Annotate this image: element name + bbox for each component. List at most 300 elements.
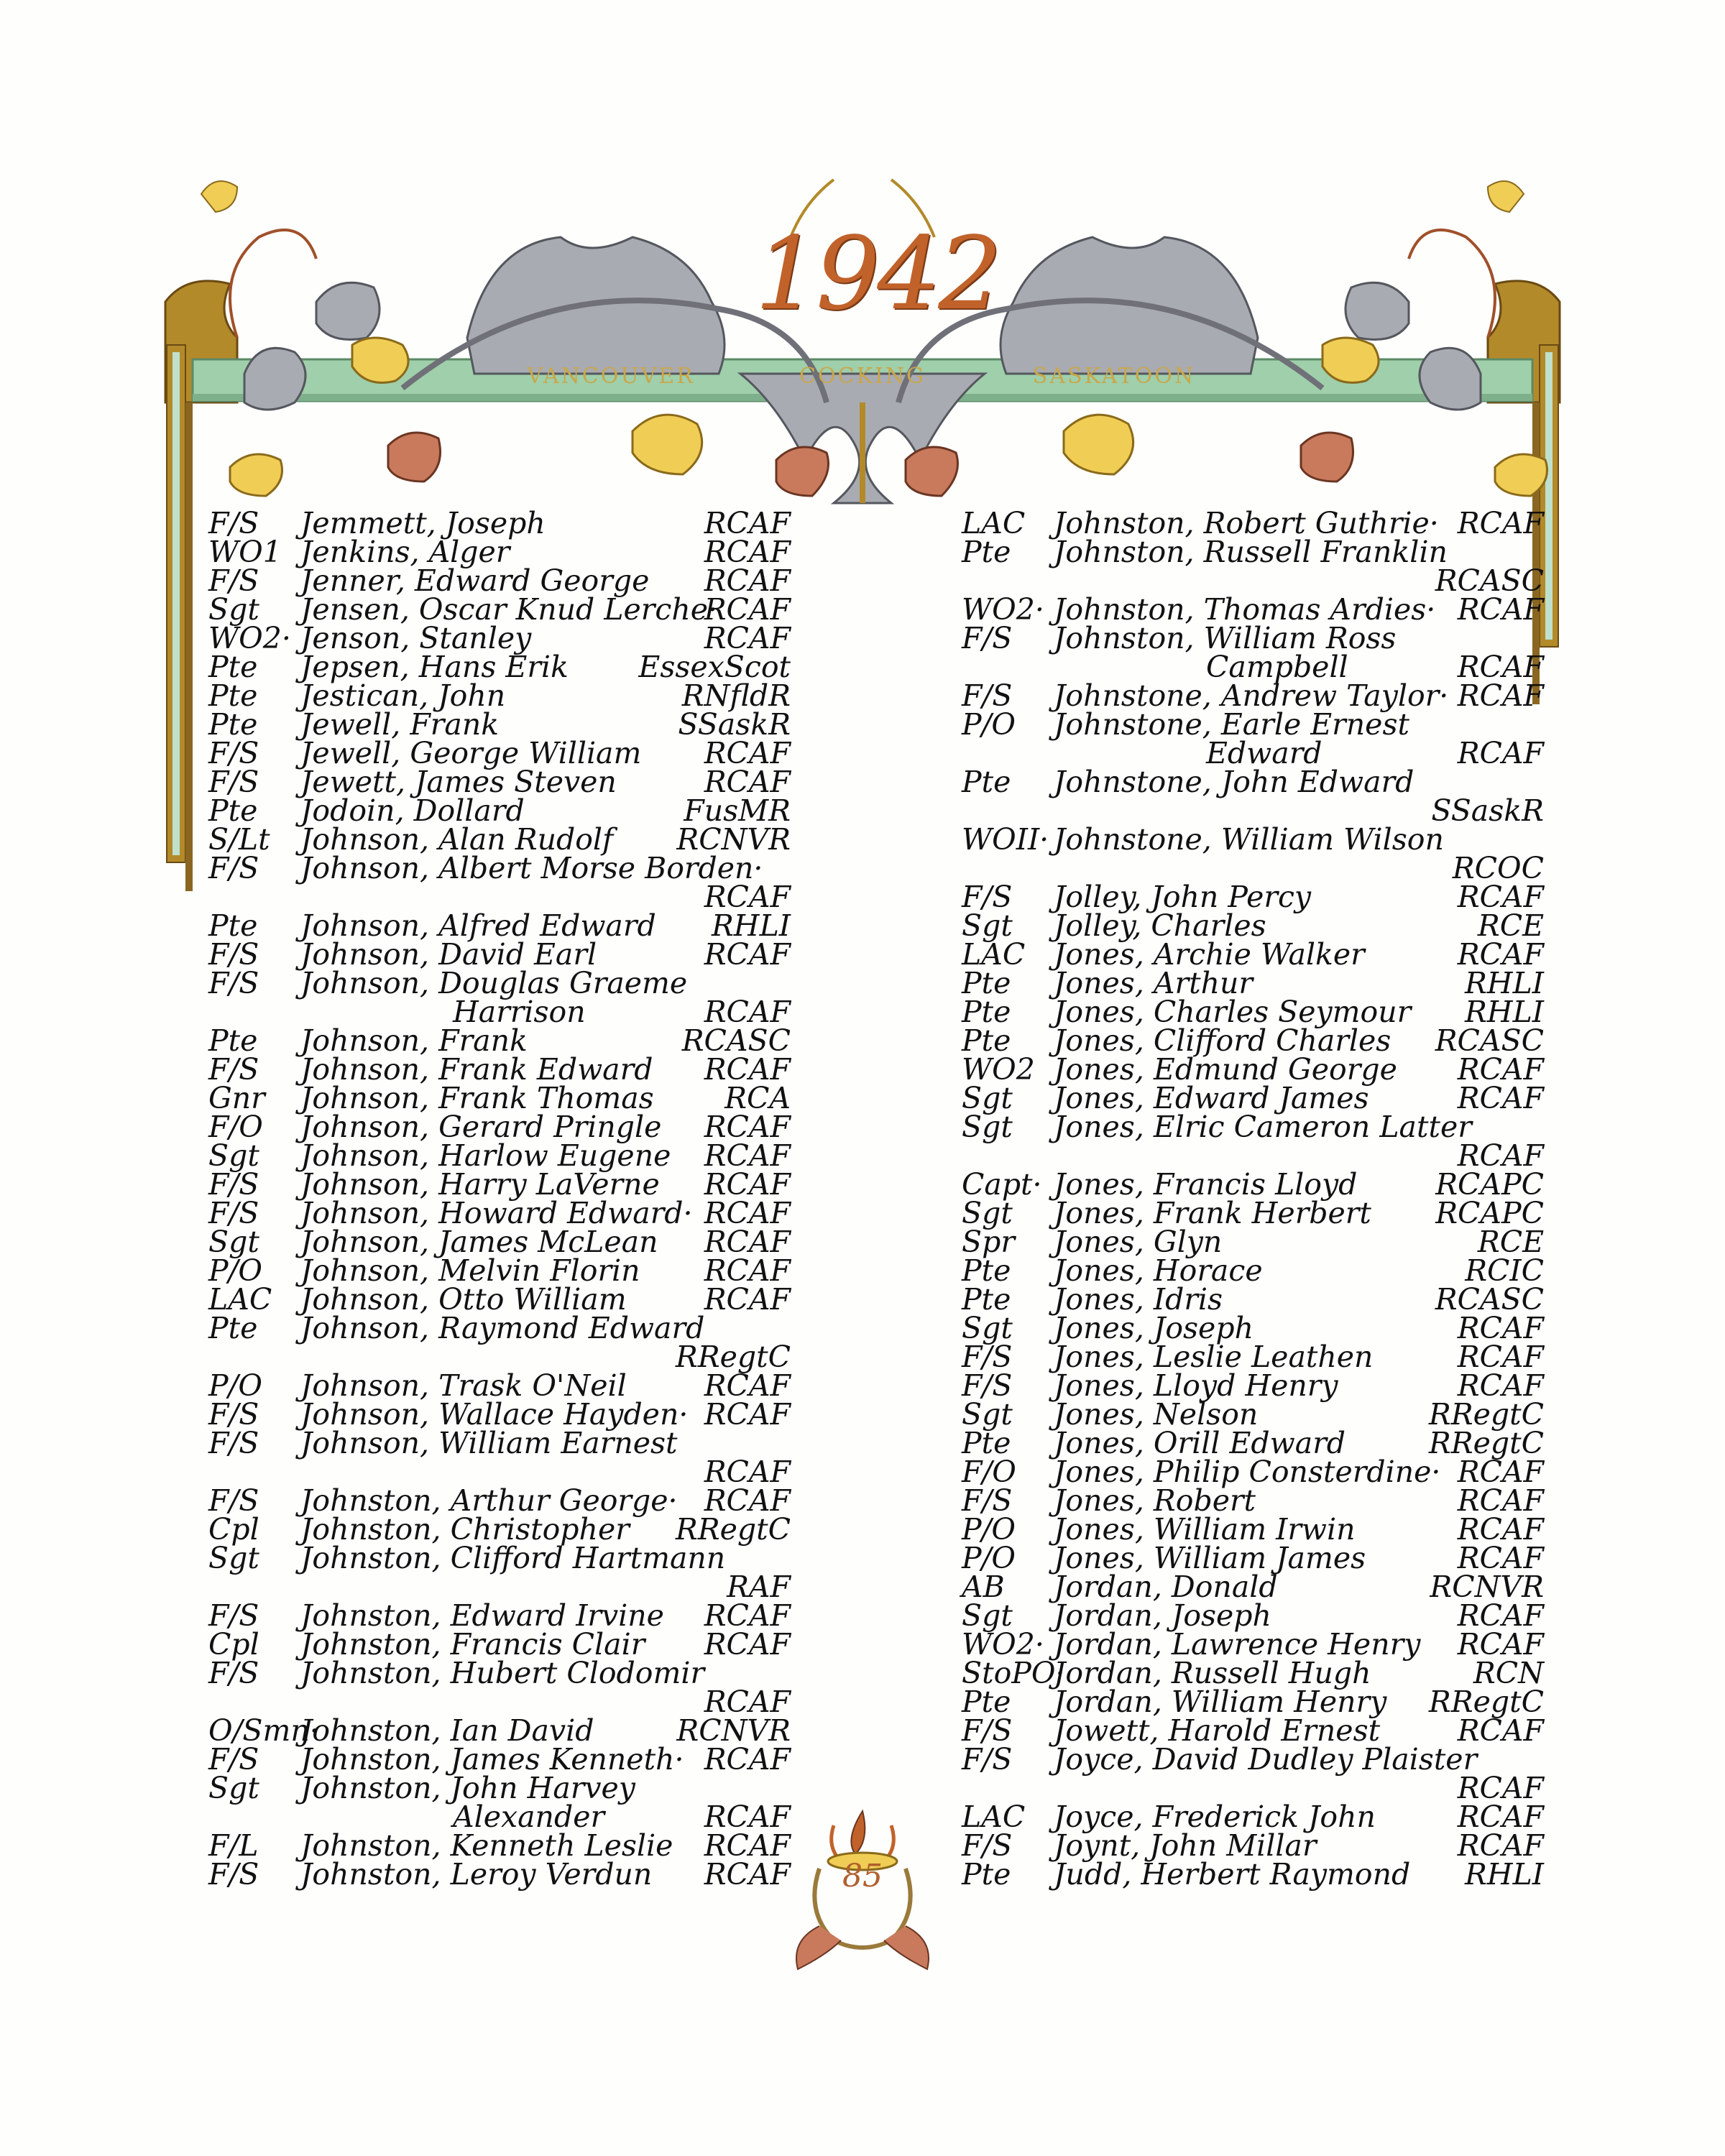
entry-name: Johnson, Wallace Hayden·: [300, 1397, 689, 1432]
entry-name: Jenkins, Alger: [300, 535, 510, 569]
entry-rank: F/S: [208, 1397, 259, 1432]
entry-rank: Pte: [962, 1426, 1011, 1460]
entry-name: Jensen, Oscar Knud Lerche·: [300, 592, 718, 627]
entry-rank: WO2·: [208, 621, 291, 655]
roll-entry: [962, 1512, 1544, 1547]
entry-rank: Pte: [962, 1282, 1011, 1317]
entry-rank: Pte: [208, 678, 258, 713]
entry-rank: Sgt: [962, 1196, 1013, 1230]
roll-entry: [962, 995, 1544, 1029]
entry-rank: F/S: [208, 937, 259, 972]
banner-label-center: COCKING: [799, 364, 926, 389]
entry-name-continuation: Edward: [1206, 736, 1322, 770]
entry-rank: Pte: [208, 1311, 258, 1345]
entry-rank: Pte: [208, 707, 258, 742]
roll-entry: [208, 1110, 791, 1144]
entry-name: Jordan, William Henry: [1054, 1685, 1387, 1719]
entry-rank: Sgt: [208, 592, 259, 627]
roll-entry: [208, 937, 791, 972]
entry-name: Johnston, John Harvey: [300, 1771, 635, 1805]
entry-unit: RCAF: [704, 937, 791, 972]
entry-name: Johnston, Ian David: [300, 1713, 594, 1748]
roll-entry: [208, 621, 791, 655]
entry-name: Johnson, Raymond Edward: [300, 1311, 705, 1345]
entry-unit: RCASC: [1435, 563, 1544, 598]
entry-name: Jones, Clifford Charles: [1054, 1023, 1392, 1058]
entry-rank: F/S: [208, 1483, 259, 1518]
entry-unit: RCAF: [1457, 1598, 1544, 1633]
roll-entry: [962, 621, 1544, 684]
entry-name: Jones, Edmund George: [1054, 1052, 1397, 1087]
roll-entry: [962, 822, 1544, 885]
entry-name: Johnston, Russell Franklin: [1054, 535, 1448, 569]
entry-name: Johnstone, Earle Ernest: [1054, 707, 1409, 742]
entry-name: Jolley, John Percy: [1054, 880, 1312, 914]
entry-name: Jones, Edward James: [1054, 1081, 1369, 1115]
roll-entry: [208, 1656, 791, 1719]
entry-rank: Sgt: [962, 1598, 1013, 1633]
entry-name: Joynt, John Millar: [1054, 1828, 1317, 1863]
roll-entry: [962, 592, 1544, 627]
roll-entry: [208, 1397, 791, 1432]
entry-unit: RCAF: [704, 592, 791, 627]
entry-unit: RCAF: [1457, 1052, 1544, 1087]
entry-unit: RCOC: [1452, 851, 1544, 885]
roll-entry: [962, 1426, 1544, 1460]
entry-name: Jewett, James Steven: [300, 765, 617, 799]
entry-unit: RCAF: [1457, 736, 1544, 770]
entry-unit: RCAF: [1457, 937, 1544, 972]
entry-rank: Sgt: [208, 1541, 259, 1575]
entry-unit: RCAF: [1457, 1081, 1544, 1115]
roll-entry: [208, 908, 791, 943]
entry-unit: RHLI: [1464, 995, 1544, 1029]
entry-rank: AB: [962, 1570, 1005, 1604]
roll-entry: [962, 1713, 1544, 1748]
entry-rank: WO1: [208, 535, 282, 569]
entry-unit: RRegtC: [1428, 1397, 1544, 1432]
entry-unit: RCAPC: [1435, 1167, 1544, 1202]
entry-unit: RCAF: [704, 1225, 791, 1259]
entry-unit: RCN: [1473, 1656, 1544, 1690]
roll-entry: [208, 1052, 791, 1087]
entry-unit: RCASC: [681, 1023, 791, 1058]
entry-unit: RCAF: [704, 1857, 791, 1892]
entry-unit: RCAF: [704, 563, 791, 598]
entry-unit: RCAF: [1457, 1483, 1544, 1518]
entry-name: Johnston, Clifford Hartmann: [300, 1541, 726, 1575]
roll-entry: [208, 650, 791, 684]
entry-rank: F/S: [208, 1196, 259, 1230]
entry-unit: RCAF: [704, 1455, 791, 1489]
entry-name: Johnston, Leroy Verdun: [300, 1857, 653, 1892]
entry-name: Jones, Idris: [1054, 1282, 1223, 1317]
roll-entry: [962, 765, 1544, 828]
entry-unit: RCE: [1477, 908, 1544, 943]
entry-rank: F/S: [208, 966, 259, 1000]
entry-rank: Sgt: [208, 1138, 259, 1173]
entry-name: Joyce, Frederick John: [1054, 1800, 1376, 1834]
entry-rank: F/S: [962, 1742, 1013, 1777]
entry-name-continuation: Alexander: [453, 1800, 605, 1834]
entry-rank: F/S: [208, 765, 259, 799]
entry-name: Jones, Robert: [1054, 1483, 1256, 1518]
entry-unit: RHLI: [711, 908, 791, 943]
entry-rank: P/O: [962, 1541, 1016, 1575]
entry-rank: F/S: [962, 621, 1013, 655]
entry-name: Johnston, Francis Clair: [300, 1627, 645, 1662]
entry-name: Jolley, Charles: [1054, 908, 1266, 943]
entry-unit: RCAF: [704, 1368, 791, 1403]
roll-entry: [208, 1426, 791, 1489]
entry-rank: Pte: [962, 995, 1011, 1029]
entry-name: Johnson, Alan Rudolf: [300, 822, 614, 857]
roll-entry: [208, 1253, 791, 1288]
entry-unit: RCAF: [704, 1052, 791, 1087]
names-column-left: [208, 506, 791, 1892]
entry-unit: RCAF: [704, 995, 791, 1029]
entry-rank: F/S: [208, 1857, 259, 1892]
entry-name: Johnson, Frank Thomas: [300, 1081, 654, 1115]
roll-entry: [962, 908, 1544, 943]
roll-entry: [208, 1627, 791, 1662]
entry-unit: RCIC: [1465, 1253, 1544, 1288]
roll-entry: [208, 822, 791, 857]
entry-rank: Pte: [208, 650, 258, 684]
entry-rank: F/S: [962, 1340, 1013, 1374]
roll-entry: [208, 506, 791, 540]
entry-name: Johnson, Alfred Edward: [300, 908, 656, 943]
entry-name: Joyce, David Dudley Plaister: [1054, 1742, 1478, 1777]
entry-rank: F/S: [962, 880, 1013, 914]
roll-entry: [208, 736, 791, 770]
roll-entry: [962, 1800, 1544, 1834]
entry-name: Jewell, George William: [300, 736, 642, 770]
entry-name: Jepsen, Hans Erik: [300, 650, 569, 684]
entry-name-continuation: Harrison: [453, 995, 586, 1029]
roll-entry: [962, 1340, 1544, 1374]
roll-entry: [208, 678, 791, 713]
entry-name: Johnson, James McLean: [300, 1225, 658, 1259]
entry-unit: RCAF: [704, 506, 791, 540]
entry-name: Jones, Glyn: [1054, 1225, 1223, 1259]
entry-unit: RCAF: [1457, 1512, 1544, 1547]
roll-entry: [962, 1253, 1544, 1288]
entry-rank: Pte: [208, 793, 258, 828]
entry-unit: RCAF: [1457, 1541, 1544, 1575]
roll-entry: [208, 966, 791, 1029]
entry-name: Jones, Elric Cameron Latter: [1054, 1110, 1472, 1144]
entry-unit: RCNVR: [676, 1713, 791, 1748]
entry-unit: RCAF: [704, 1828, 791, 1863]
entry-rank: P/O: [208, 1368, 263, 1403]
entry-rank: LAC: [962, 506, 1026, 540]
entry-rank: WO2·: [962, 1627, 1044, 1662]
roll-entry: [208, 1311, 791, 1374]
entry-name: Johnson, Trask O'Neil: [300, 1368, 627, 1403]
entry-unit: RCAF: [704, 1110, 791, 1144]
entry-name: Johnston, Hubert Clodomir: [300, 1656, 705, 1690]
entry-name: Johnston, James Kenneth·: [300, 1742, 684, 1777]
entry-rank: Sgt: [962, 1081, 1013, 1115]
entry-unit: RHLI: [1464, 966, 1544, 1000]
entry-rank: Sgt: [208, 1771, 259, 1805]
roll-entry: [962, 1397, 1544, 1432]
entry-rank: Cpl: [208, 1627, 259, 1662]
entry-unit: RCAF: [1457, 880, 1544, 914]
roll-entry: [208, 1196, 791, 1230]
entry-name: Judd, Herbert Raymond: [1054, 1857, 1411, 1892]
entry-name: Johnson, Melvin Florin: [300, 1253, 640, 1288]
entry-rank: Pte: [962, 535, 1011, 569]
roll-entry: [962, 707, 1544, 770]
entry-unit: EssexScot: [638, 650, 791, 684]
entry-unit: RCAF: [704, 1800, 791, 1834]
entry-name: Jones, Frank Herbert: [1054, 1196, 1371, 1230]
roll-entry: [962, 937, 1544, 972]
entry-unit: RCAF: [704, 1253, 791, 1288]
roll-entry: [962, 1052, 1544, 1087]
entry-name: Jordan, Russell Hugh: [1054, 1656, 1371, 1690]
entry-unit: RCAF: [704, 1742, 791, 1777]
entry-rank: F/O: [962, 1455, 1016, 1489]
entry-unit: RCAF: [1457, 678, 1544, 713]
entry-name: Johnson, Frank Edward: [300, 1052, 653, 1087]
entry-unit: RCAF: [704, 1138, 791, 1173]
entry-name: Johnson, David Earl: [300, 937, 597, 972]
entry-rank: Sgt: [962, 1311, 1013, 1345]
entry-unit: RRegtC: [675, 1512, 791, 1547]
entry-unit: SSaskR: [678, 707, 791, 742]
roll-entry: [962, 1225, 1544, 1259]
entry-rank: Pte: [962, 1023, 1011, 1058]
entry-name: Jestican, John: [300, 678, 506, 713]
entry-unit: RCAF: [704, 621, 791, 655]
roll-entry: [208, 793, 791, 828]
roll-entry: [962, 1598, 1544, 1633]
entry-name: Johnson, Frank: [300, 1023, 528, 1058]
entry-unit: RCAF: [704, 1196, 791, 1230]
entry-rank: F/S: [208, 736, 259, 770]
roll-entry: [208, 851, 791, 914]
entry-rank: Pte: [962, 765, 1011, 799]
entry-rank: F/S: [962, 1828, 1013, 1863]
entry-name: Johnstone, John Edward: [1054, 765, 1414, 799]
entry-unit: RCAF: [704, 1598, 791, 1633]
entry-name: Jenson, Stanley: [300, 621, 532, 655]
roll-entry: [962, 1282, 1544, 1317]
names-column-right: [962, 506, 1544, 1892]
entry-rank: Pte: [962, 1857, 1011, 1892]
entry-unit: RCAF: [1457, 1340, 1544, 1374]
roll-entry: [208, 1138, 791, 1173]
entry-name: Jones, Joseph: [1054, 1311, 1254, 1345]
roll-entry: [962, 1368, 1544, 1403]
entry-unit: RCAF: [704, 765, 791, 799]
entry-rank: WO2·: [962, 592, 1044, 627]
entry-unit: RCAF: [1457, 650, 1544, 684]
entry-unit: RCASC: [1435, 1282, 1544, 1317]
entry-rank: WOII·: [962, 822, 1049, 857]
entry-rank: LAC: [962, 937, 1026, 972]
entry-rank: F/S: [208, 1426, 259, 1460]
entry-unit: RCNVR: [676, 822, 791, 857]
entry-rank: S/Lt: [208, 822, 270, 857]
entry-name: Johnson, Howard Edward·: [300, 1196, 693, 1230]
roll-entry: [208, 707, 791, 742]
roll-entry: [208, 1598, 791, 1633]
entry-name: Johnson, Albert Morse Borden·: [300, 851, 763, 885]
entry-name: Johnstone, Andrew Taylor·: [1054, 678, 1449, 713]
entry-unit: RCAPC: [1435, 1196, 1544, 1230]
roll-entry: [208, 1512, 791, 1547]
entry-rank: P/O: [962, 1512, 1016, 1547]
roll-entry: [962, 1857, 1544, 1892]
entry-rank: StoPO·: [962, 1656, 1065, 1690]
roll-entry: [208, 1857, 791, 1892]
entry-unit: RCAF: [704, 1167, 791, 1202]
entry-rank: P/O: [962, 707, 1016, 742]
roll-entry: [208, 1541, 791, 1604]
entry-unit: RHLI: [1464, 1857, 1544, 1892]
entry-unit: RNfldR: [681, 678, 791, 713]
entry-unit: RCAF: [1457, 1627, 1544, 1662]
roll-entry: [208, 1713, 791, 1748]
entry-rank: F/S: [208, 1742, 259, 1777]
entry-name: Jones, Charles Seymour: [1054, 995, 1412, 1029]
entry-name: Jones, Arthur: [1054, 966, 1253, 1000]
entry-unit: RCAF: [704, 1627, 791, 1662]
entry-name: Jemmett, Joseph: [300, 506, 546, 540]
entry-unit: SSaskR: [1431, 793, 1544, 828]
entry-unit: FusMR: [684, 793, 791, 828]
entry-unit: RCNVR: [1430, 1570, 1544, 1604]
entry-rank: Cpl: [208, 1512, 259, 1547]
roll-entry: [962, 1627, 1544, 1662]
entry-rank: F/S: [962, 1368, 1013, 1403]
entry-rank: O/Smn·: [208, 1713, 319, 1748]
entry-name: Johnson, Harlow Eugene: [300, 1138, 671, 1173]
entry-name: Johnston, Robert Guthrie·: [1054, 506, 1439, 540]
roll-entry: [962, 1110, 1544, 1173]
entry-unit: RCAF: [1457, 1455, 1544, 1489]
entry-name: Jones, Archie Walker: [1054, 937, 1365, 972]
entry-unit: RCAF: [704, 1483, 791, 1518]
roll-entry: [962, 1483, 1544, 1518]
entry-name: Jordan, Donald: [1054, 1570, 1278, 1604]
entry-unit: RCAF: [1457, 1771, 1544, 1805]
entry-rank: Spr: [962, 1225, 1015, 1259]
banner-label-left: VANCOUVER: [527, 364, 695, 389]
year-heading: 1942: [755, 216, 1000, 333]
roll-entry: [208, 1225, 791, 1259]
roll-entry: [208, 1771, 791, 1834]
entry-unit: RCAF: [704, 1397, 791, 1432]
entry-name: Johnston, Arthur George·: [300, 1483, 678, 1518]
entry-name: Jordan, Lawrence Henry: [1054, 1627, 1421, 1662]
entry-rank: LAC: [208, 1282, 272, 1317]
roll-entry: [962, 1541, 1544, 1575]
entry-rank: F/S: [208, 851, 259, 885]
roll-entry: [962, 1081, 1544, 1115]
entry-unit: RCAF: [704, 1685, 791, 1719]
entry-rank: F/O: [208, 1110, 263, 1144]
roll-entry: [208, 1483, 791, 1518]
entry-unit: RCAF: [1457, 1713, 1544, 1748]
roll-entry: [962, 535, 1544, 598]
roll-entry: [208, 1742, 791, 1777]
roll-entry: [208, 1023, 791, 1058]
roll-entry: [208, 765, 791, 799]
entry-name: Jones, Leslie Leathen: [1054, 1340, 1374, 1374]
roll-entry: [208, 535, 791, 569]
entry-name: Johnson, Otto William: [300, 1282, 627, 1317]
roll-entry: [962, 1828, 1544, 1863]
entry-rank: P/O: [208, 1253, 263, 1288]
roll-entry: [962, 880, 1544, 914]
entry-rank: F/S: [208, 1052, 259, 1087]
roll-entry: [962, 1167, 1544, 1202]
entry-rank: Sgt: [962, 1110, 1013, 1144]
entry-rank: Pte: [208, 1023, 258, 1058]
roll-entry: [962, 1742, 1544, 1805]
entry-name: Johnston, Edward Irvine: [300, 1598, 664, 1633]
entry-name: Jones, William James: [1054, 1541, 1366, 1575]
entry-rank: LAC: [962, 1800, 1026, 1834]
entry-rank: WO2: [962, 1052, 1035, 1087]
roll-entry: [962, 1685, 1544, 1719]
entry-name: Jones, Philip Consterdine·: [1054, 1455, 1441, 1489]
roll-entry: [962, 678, 1544, 713]
entry-name: Jenner, Edward George: [300, 563, 650, 598]
roll-entry: [208, 1081, 791, 1115]
entry-unit: RCAF: [1457, 1828, 1544, 1863]
entry-name: Jones, Nelson: [1054, 1397, 1259, 1432]
entry-name: Johnstone, William Wilson: [1054, 822, 1444, 857]
entry-name: Jowett, Harold Ernest: [1054, 1713, 1381, 1748]
entry-unit: RCE: [1477, 1225, 1544, 1259]
roll-entry: [962, 1311, 1544, 1345]
roll-entry: [208, 1282, 791, 1317]
entry-rank: Sgt: [962, 1397, 1013, 1432]
entry-unit: RCAF: [1457, 506, 1544, 540]
entry-unit: RCAF: [704, 535, 791, 569]
entry-name: Johnston, Thomas Ardies·: [1054, 592, 1436, 627]
entry-name: Johnson, Douglas Graeme: [300, 966, 688, 1000]
roll-entry: [962, 966, 1544, 1000]
entry-name: Johnson, Harry LaVerne: [300, 1167, 660, 1202]
entry-name: Jones, Lloyd Henry: [1054, 1368, 1338, 1403]
entry-name: Johnson, Gerard Pringle: [300, 1110, 662, 1144]
roll-entry: [208, 563, 791, 598]
entry-name-continuation: Campbell: [1206, 650, 1348, 684]
entry-name: Johnston, Christopher: [300, 1512, 630, 1547]
entry-rank: F/S: [208, 1656, 259, 1690]
roll-entry: [962, 1455, 1544, 1489]
entry-unit: RRegtC: [1428, 1685, 1544, 1719]
roll-entry: [962, 1023, 1544, 1058]
entry-name: Johnston, Kenneth Leslie: [300, 1828, 673, 1863]
entry-unit: RCAF: [1457, 592, 1544, 627]
entry-rank: F/S: [208, 506, 259, 540]
entry-rank: Pte: [962, 966, 1011, 1000]
entry-rank: Gnr: [208, 1081, 265, 1115]
entry-unit: RRegtC: [1428, 1426, 1544, 1460]
entry-rank: F/L: [208, 1828, 259, 1863]
roll-entry: [962, 1656, 1544, 1690]
entry-rank: Pte: [962, 1253, 1011, 1288]
entry-unit: RCAF: [1457, 1138, 1544, 1173]
